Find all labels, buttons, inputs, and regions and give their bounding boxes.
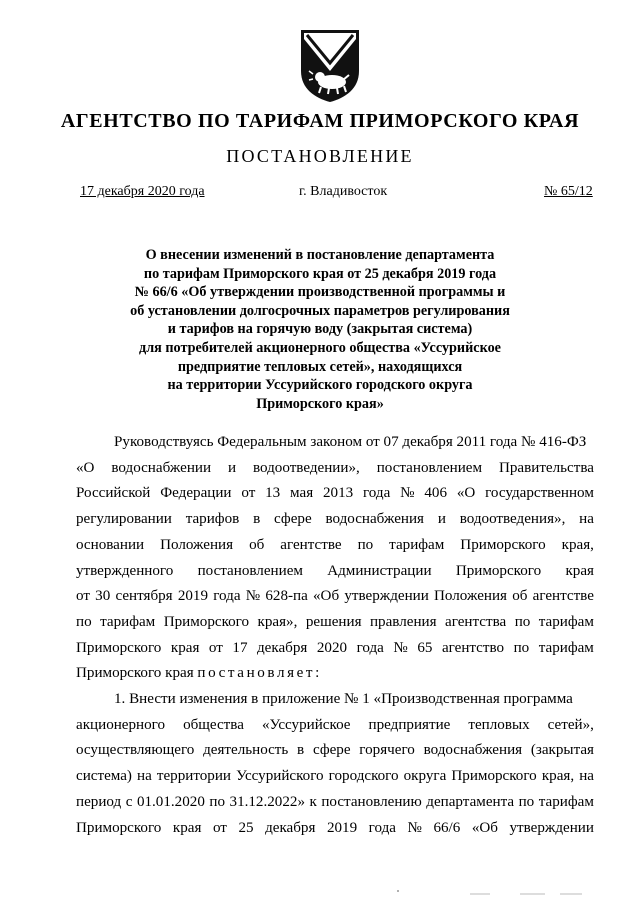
body-line xyxy=(76,764,594,790)
word: от xyxy=(76,588,90,605)
word: система) xyxy=(76,768,132,785)
word: предприятие xyxy=(368,716,451,733)
word: Уссурийского xyxy=(236,768,324,785)
word: № xyxy=(245,588,261,605)
word: и xyxy=(227,459,237,476)
word: Приморского xyxy=(76,819,162,836)
word: правления xyxy=(369,613,437,630)
word: и xyxy=(437,511,446,528)
word: декабря xyxy=(265,819,316,836)
body-line xyxy=(76,713,594,739)
word: об xyxy=(249,536,265,553)
word: городского xyxy=(328,768,399,785)
word: сентября xyxy=(115,588,173,605)
word: 2019 xyxy=(177,588,209,605)
body-line: Руководствуясь Федеральным законом от 07 декабря 2011 года № 416-ФЗ xyxy=(114,434,587,450)
word: горячего xyxy=(359,742,415,759)
word: «О xyxy=(456,485,476,502)
word: агентстве xyxy=(280,536,342,553)
word: об xyxy=(512,588,528,605)
body-line xyxy=(76,816,594,842)
word: тарифов xyxy=(185,511,240,528)
word: Администрации xyxy=(327,562,432,579)
word: Федерации xyxy=(160,485,232,502)
word: сфере xyxy=(274,511,312,528)
word: года xyxy=(213,588,241,605)
word: Приморского xyxy=(76,639,162,656)
word: 13 xyxy=(265,485,281,502)
word: края, xyxy=(541,768,575,785)
word: года xyxy=(356,639,384,656)
word: агентства xyxy=(445,613,507,630)
word: мая xyxy=(290,485,314,502)
word: Положения xyxy=(160,536,234,553)
word: тарифам xyxy=(538,793,594,810)
word: № xyxy=(407,819,422,836)
word: «Об xyxy=(313,588,340,605)
scan-artifacts xyxy=(320,885,600,897)
word: 31.12.2022» xyxy=(229,793,305,810)
body-line xyxy=(76,790,594,816)
word: Приморского xyxy=(163,613,250,630)
word: 2019 xyxy=(326,819,358,836)
word: постановлением xyxy=(197,562,303,579)
word: водоснабжении xyxy=(111,459,212,476)
word: постановлению xyxy=(321,793,422,810)
body-line xyxy=(76,610,594,636)
body-line xyxy=(76,738,594,764)
word: по xyxy=(209,793,225,810)
subject-line: об установлении долгосрочных параметров регулирования xyxy=(130,302,510,319)
word: 628-па xyxy=(265,588,308,605)
word: от xyxy=(208,639,223,656)
word: года xyxy=(368,819,396,836)
word: тарифам xyxy=(538,613,594,630)
word: водоотведения», xyxy=(459,511,566,528)
word: водоснабжения xyxy=(325,511,424,528)
agency-title: АГЕНТСТВО ПО ТАРИФАМ ПРИМОРСКОГО КРАЯ xyxy=(60,110,580,132)
word: Приморского xyxy=(460,536,546,553)
word: на xyxy=(579,511,594,528)
word: водоснабжения xyxy=(423,742,523,759)
word: (закрытая xyxy=(530,742,594,759)
word: декабря xyxy=(257,639,308,656)
word: на xyxy=(137,768,152,785)
document-number: № 65/12 xyxy=(544,184,593,199)
word: тарифам xyxy=(538,639,594,656)
word: осуществляющего xyxy=(76,742,195,759)
word: Положения xyxy=(434,588,507,605)
body-line xyxy=(76,533,594,559)
word: края xyxy=(170,639,200,656)
body-line xyxy=(76,456,594,482)
word: 01.01.2020 xyxy=(136,793,205,810)
word: водоотведении», xyxy=(252,459,360,476)
subject-line: Приморского края» xyxy=(256,395,384,412)
document-date: 17 декабря 2020 года xyxy=(80,184,205,199)
word: «О xyxy=(76,459,95,476)
word: сетей», xyxy=(547,716,594,733)
word: тепловых xyxy=(468,716,530,733)
word: 406 xyxy=(424,485,447,502)
word: 2020 xyxy=(316,639,348,656)
document-body xyxy=(76,430,594,841)
word: края xyxy=(172,819,202,836)
word: деятельность xyxy=(203,742,289,759)
subject-line: № 66/6 «Об утверждении производственной программы и xyxy=(134,284,506,301)
word: утверждении xyxy=(344,588,429,605)
word: тарифам xyxy=(389,536,445,553)
body-text: Приморского края xyxy=(76,665,194,682)
coat-of-arms-emblem xyxy=(299,27,361,103)
body-line xyxy=(76,481,594,507)
subject-line: и тарифов на горячую воду (закрытая система) xyxy=(167,321,473,338)
subject-line: для потребителей акционерного общества «Уссурийское xyxy=(139,339,501,356)
word: акционерного xyxy=(76,716,166,733)
body-line xyxy=(76,559,594,585)
word: года xyxy=(362,485,391,502)
word: края xyxy=(565,562,594,579)
word: агентстве xyxy=(532,588,594,605)
word: в xyxy=(297,742,305,759)
word: тарифам xyxy=(100,613,156,630)
word: Российской xyxy=(76,485,151,502)
document-subject xyxy=(0,246,640,413)
word: 17 xyxy=(232,639,248,656)
word: по xyxy=(518,793,535,810)
word: от xyxy=(212,819,227,836)
word: постановлением xyxy=(376,459,483,476)
subject-line: по тарифам Приморского края от 25 декабря 2019 года xyxy=(143,265,497,282)
resolution-verb: постановляет: xyxy=(197,665,322,682)
subject-line: О внесении изменений в постановление департамента xyxy=(145,247,495,263)
body-line: 1. Внести изменения в приложение № 1 «Производственная программа xyxy=(114,691,573,708)
word: Приморского xyxy=(451,768,537,785)
word: период xyxy=(76,793,122,810)
word: утвержденного xyxy=(76,562,174,579)
word: департамента xyxy=(426,793,515,810)
word: № xyxy=(393,639,408,656)
word: 30 xyxy=(95,588,111,605)
word: № xyxy=(400,485,415,502)
word: от xyxy=(241,485,256,502)
subject-line: предприятие тепловых сетей», находящихся xyxy=(177,358,463,375)
body-line xyxy=(76,636,594,662)
subject-line: на территории Уссурийского городского округа xyxy=(167,377,473,394)
word: сфере xyxy=(312,742,351,759)
word: 2013 xyxy=(322,485,354,502)
word: края, xyxy=(561,536,594,553)
word: Правительства xyxy=(498,459,594,476)
word: по xyxy=(76,613,92,630)
word: по xyxy=(514,613,531,630)
word: 25 xyxy=(238,819,254,836)
body-line-resolution xyxy=(76,661,594,687)
word: регулировании xyxy=(76,511,172,528)
word: Приморского xyxy=(455,562,542,579)
word: 65 xyxy=(417,639,433,656)
word: 66/6 xyxy=(433,819,461,836)
word: к xyxy=(309,793,317,810)
document-city: г. Владивосток xyxy=(299,184,388,199)
word: решения xyxy=(305,613,362,630)
word: с xyxy=(125,793,133,810)
word: «Уссурийское xyxy=(261,716,351,733)
word: государственном xyxy=(485,485,594,502)
word: территории xyxy=(156,768,232,785)
word: утверждении xyxy=(509,819,594,836)
body-line xyxy=(76,584,594,610)
document-type: ПОСТАНОВЛЕНИЕ xyxy=(226,146,414,166)
word: по xyxy=(513,639,530,656)
word: на xyxy=(579,768,594,785)
word: в xyxy=(253,511,261,528)
body-line xyxy=(76,507,594,533)
word: основании xyxy=(76,536,145,553)
word: края», xyxy=(257,613,298,630)
word: общества xyxy=(183,716,244,733)
word: агентство xyxy=(441,639,505,656)
word: «Об xyxy=(471,819,498,836)
word: округа xyxy=(403,768,447,785)
word: по xyxy=(357,536,374,553)
